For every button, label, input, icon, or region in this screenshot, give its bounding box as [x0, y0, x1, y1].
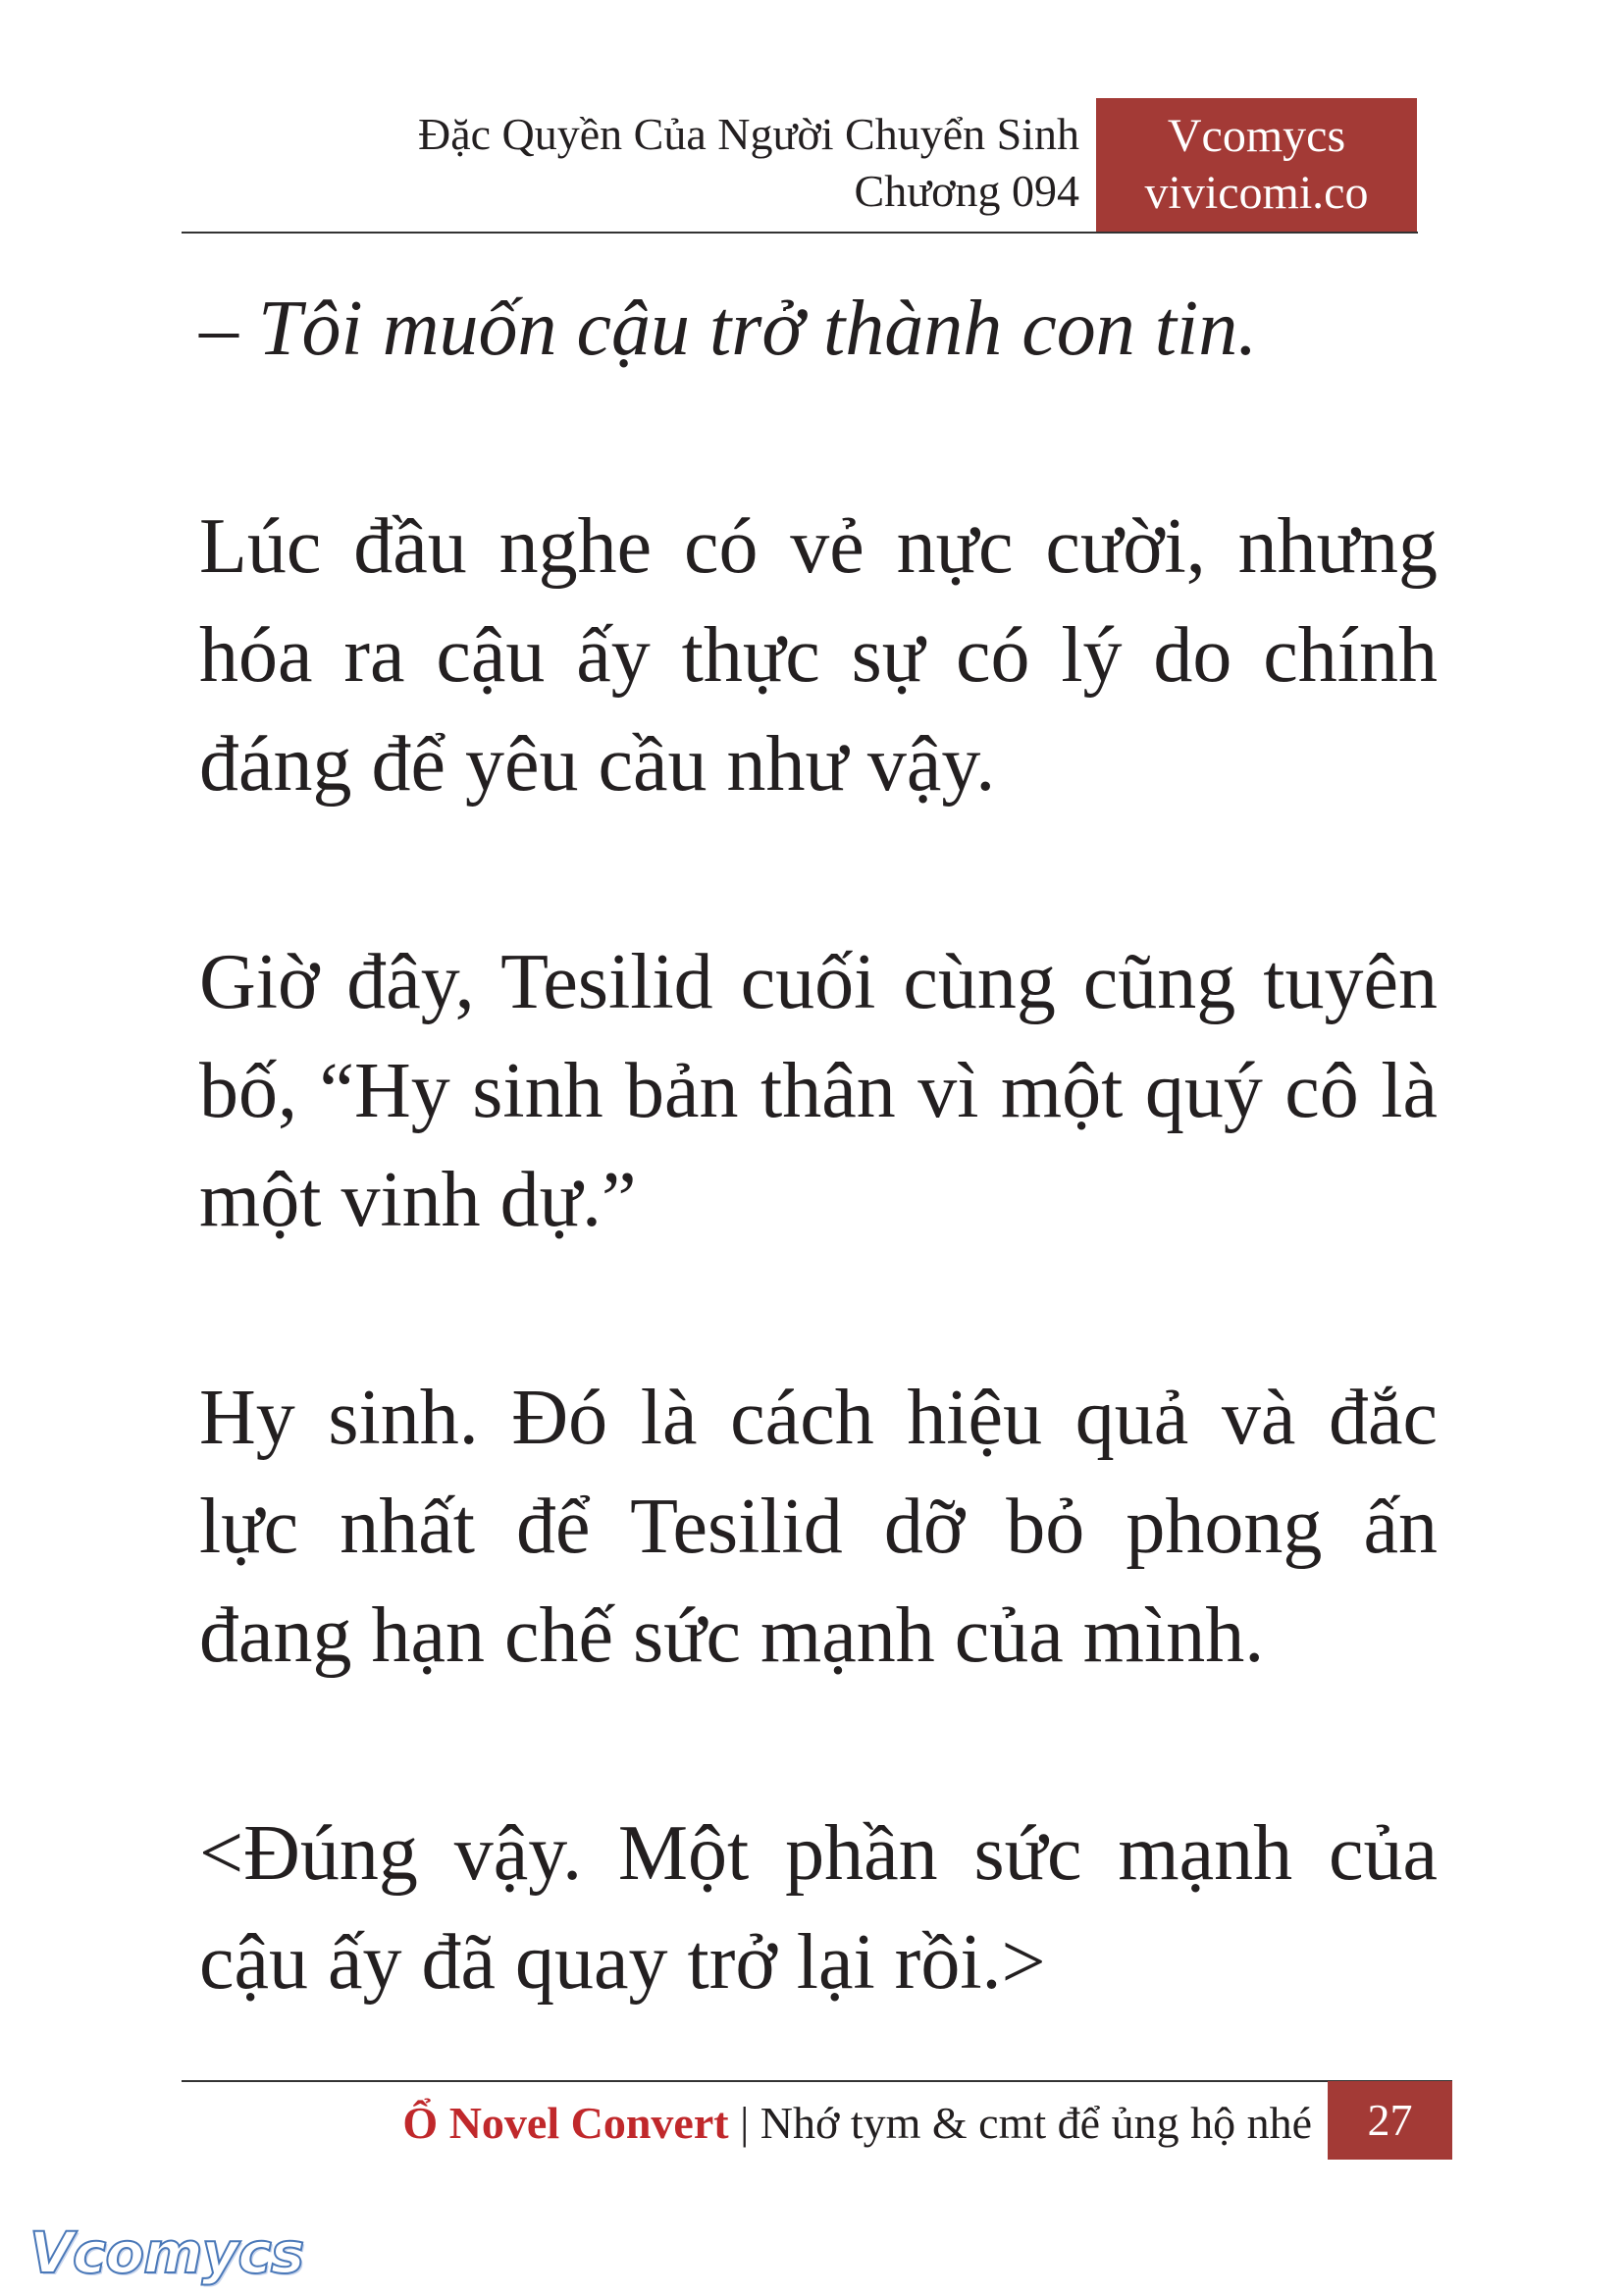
paragraph: Giờ đây, Tesilid cuối cùng cũng tuyên bố, “Hy sinh bản thân vì một quý cô là một vinh dự.” — [199, 939, 1438, 1243]
footer-divider — [182, 2080, 1452, 2082]
site-badge — [1096, 98, 1417, 232]
site-badge-url: vivicomi.co — [1144, 167, 1369, 219]
paragraph: <Đúng vậy. Một phần sức mạnh của cậu ấy đã quay trở lại rồi.> — [199, 1810, 1438, 2006]
footer-separator: | — [728, 2098, 760, 2148]
page-number: 27 — [1328, 2081, 1452, 2160]
paragraph: Hy sinh. Đó là cách hiệu quả và đắc lực nhất để Tesilid dỡ bỏ phong ấn đang hạn chế sức mạnh của mình. — [199, 1375, 1438, 1679]
watermark-logo: Vcomycs — [29, 2219, 304, 2286]
footer-text — [402, 2092, 1312, 2155]
header-titles — [418, 106, 1079, 220]
book-title: Đặc Quyền Của Người Chuyển Sinh — [417, 109, 1079, 159]
site-badge-name: Vcomycs — [1167, 110, 1346, 162]
header-divider — [182, 232, 1418, 234]
page-content — [199, 275, 1438, 2126]
chapter-label: Chương 094 — [854, 166, 1079, 216]
footer-message: Nhớ tym & cmt để ủng hộ nhé — [760, 2098, 1312, 2148]
paragraph: – Tôi muốn cậu trở thành con tin. — [199, 286, 1258, 372]
footer-brand: Ổ Novel Convert — [402, 2098, 729, 2148]
paragraph: Lúc đầu nghe có vẻ nực cười, nhưng hóa ra cậu ấy thực sự có lý do chính đáng để yêu cầu như vậy. — [199, 503, 1438, 808]
